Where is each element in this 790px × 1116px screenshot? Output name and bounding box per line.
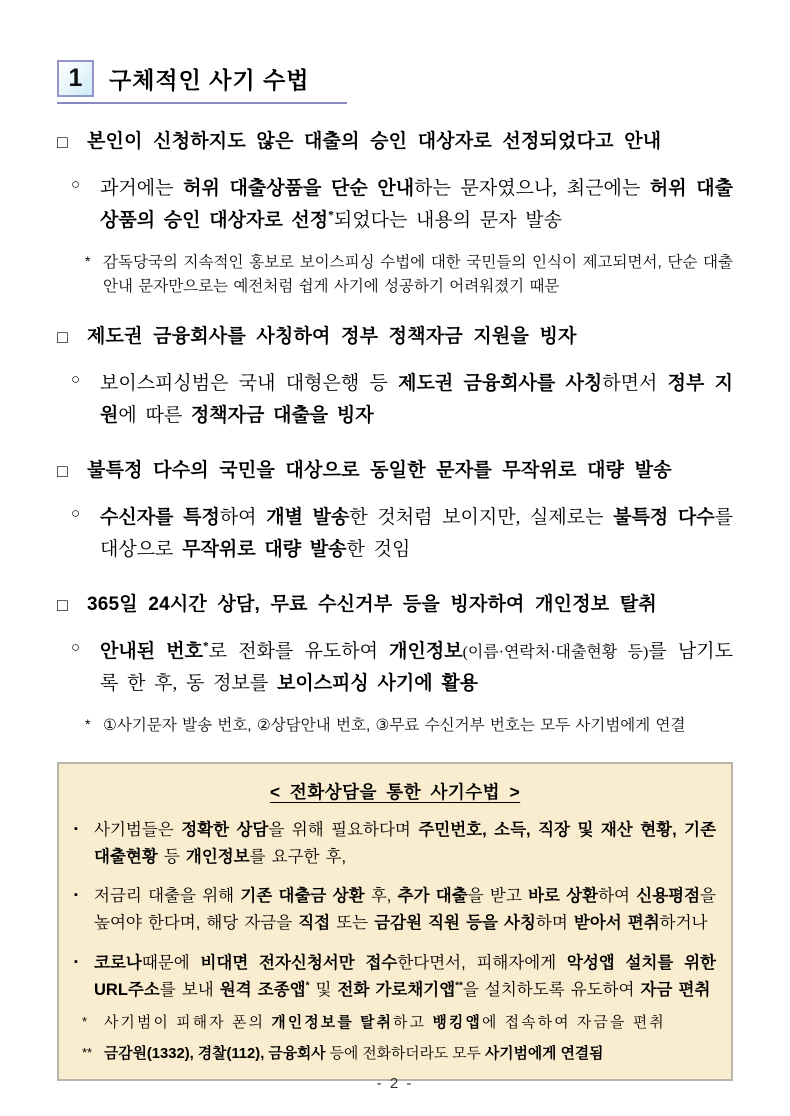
page-number: - 2 - bbox=[376, 1075, 414, 1092]
footnote-text: ①사기문자 발송 번호, ②상담안내 번호, ③무료 수신거부 번호는 모두 사기범에게 연결 bbox=[103, 716, 686, 734]
footnote-text: 금감원(1332), 경찰(112), 금융회사 등에 전화하더라도 모두 사기범에게 연결됨 bbox=[104, 1046, 604, 1063]
section-personal-info-theft bbox=[57, 592, 733, 738]
info-box-bullet bbox=[74, 950, 716, 1003]
title-number-badge: 1 bbox=[57, 60, 94, 97]
circle-bullet-icon: ○ bbox=[71, 175, 81, 193]
checkbox-square-icon: □ bbox=[57, 594, 69, 615]
item-text: 안내된 번호*로 전화를 유도하여 개인정보(이름·연락처·대출현황 등)를 남기도록 한 후, 동 정보를 보이스피싱 사기에 활용 bbox=[100, 640, 733, 695]
info-box-title-row bbox=[74, 779, 716, 804]
asterisk-marker: * bbox=[82, 1014, 88, 1030]
page-title: 구체적인 사기 수법 bbox=[109, 67, 310, 93]
info-box-footnote bbox=[82, 1043, 716, 1065]
item-text: 보이스피싱범은 국내 대형은행 등 제도권 금융회사를 사칭하면서 정부 지원에 따른 정책자금 대출을 빙자 bbox=[100, 372, 733, 427]
item-text: 수신자를 특정하여 개별 발송한 것처럼 보이지만, 실제로는 불특정 다수를 대상으로 무작위로 대량 발송한 것임 bbox=[100, 506, 734, 561]
section-mass-random-messages bbox=[57, 458, 733, 567]
square-bullet-icon: ▪ bbox=[74, 955, 78, 968]
phone-scam-info-box bbox=[57, 762, 733, 1081]
footnote-text: 사기범이 피해자 폰의 개인정보를 탈취하고 뱅킹앱에 접속하여 자금을 편취 bbox=[104, 1015, 666, 1032]
body-item bbox=[71, 173, 733, 238]
section-heading-text: 365일 24시간 상담, 무료 수신거부 등을 빙자하여 개인정보 탈취 bbox=[87, 593, 657, 615]
section-heading bbox=[57, 129, 733, 155]
footnote-text: 감독당국의 지속적인 홍보로 보이스피싱 수법에 대한 국민들의 인식이 제고되면서, 단순 대출안내 문자만으로는 예전처럼 쉽게 사기에 성공하기 어려워졌기 때문 bbox=[103, 253, 733, 295]
section-heading bbox=[57, 324, 733, 350]
section-heading-text: 제도권 금융회사를 사칭하여 정부 정책자금 지원을 빙자 bbox=[87, 326, 577, 348]
section-heading bbox=[57, 458, 733, 484]
section-heading bbox=[57, 592, 733, 618]
section-heading-text: 본인이 신청하지도 않은 대출의 승인 대상자로 선정되었다고 안내 bbox=[87, 131, 662, 152]
section-heading-text: 불특정 다수의 국민을 대상으로 동일한 문자를 무작위로 대량 발송 bbox=[87, 460, 672, 481]
square-bullet-icon: ▪ bbox=[74, 822, 78, 835]
circle-bullet-icon: ○ bbox=[71, 504, 81, 522]
asterisk-marker: * bbox=[85, 252, 91, 269]
info-box-footnote bbox=[82, 1012, 716, 1034]
bullet-text: 사기범들은 정확한 상담을 위해 필요하다며 주민번호, 소득, 직장 및 재산 현황, 기존 대출현황 등 개인정보를 요구한 후, bbox=[94, 820, 717, 866]
square-bullet-icon: ▪ bbox=[74, 889, 78, 902]
footnote bbox=[85, 251, 733, 299]
section-loan-approval-notice bbox=[57, 129, 733, 299]
body-item bbox=[71, 636, 733, 701]
bullet-text: 저금리 대출을 위해 기존 대출금 상환 후, 추가 대출을 받고 바로 상환하여 신용평점을 높여야 한다며, 해당 자금을 직접 또는 금감원 직원 등을 사칭하며 받아서 편취하거나 bbox=[94, 887, 716, 933]
footnote bbox=[85, 714, 733, 738]
info-box-title: < 전화상담을 통한 사기수법 > bbox=[269, 781, 521, 802]
circle-bullet-icon: ○ bbox=[71, 370, 81, 388]
checkbox-square-icon: □ bbox=[57, 132, 69, 152]
bullet-text: 코로나때문에 비대면 전자신청서만 접수한다면서, 피해자에게 악성앱 설치를 위한 URL주소를 보내 원격 조종앱* 및 전화 가로채기앱**을 설치하도록 유도하여 자금 편취 bbox=[94, 953, 716, 999]
double-asterisk-marker: ** bbox=[82, 1045, 93, 1061]
body-item bbox=[71, 368, 733, 433]
circle-bullet-icon: ○ bbox=[71, 638, 81, 656]
section-title-block bbox=[57, 60, 347, 104]
info-box-bullet bbox=[74, 817, 716, 870]
item-text: 과거에는 허위 대출상품을 단순 안내하는 문자였으나, 최근에는 허위 대출상품의 승인 대상자로 선정*되었다는 내용의 문자 발송 bbox=[100, 177, 733, 232]
checkbox-square-icon: □ bbox=[57, 461, 69, 481]
checkbox-square-icon: □ bbox=[57, 327, 69, 348]
section-impersonate-financial-firm bbox=[57, 324, 733, 433]
info-box-bullet bbox=[74, 883, 716, 936]
body-item bbox=[71, 502, 733, 567]
asterisk-marker: * bbox=[85, 715, 91, 732]
